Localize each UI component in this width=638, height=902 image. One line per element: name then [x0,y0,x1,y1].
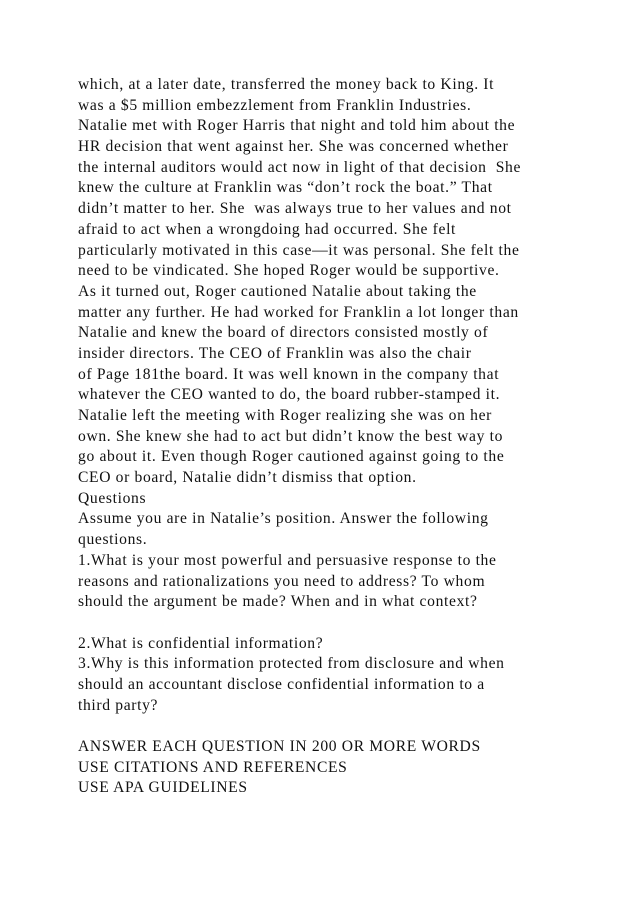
question-1-line: reasons and rationalizations you need to address? To whom [78,572,486,590]
instruction-line: ANSWER EACH QUESTION IN 200 OR MORE WORDS [78,738,481,755]
instruction-line: USE CITATIONS AND REFERENCES [78,758,348,776]
body-line: HR decision that went against her. She was concerned whether [78,138,509,156]
blank-line [78,716,623,737]
body-line: of Page 181the board. It was well known in the company that [78,365,500,383]
body-line: didn’t matter to her. She was always true to her values and not [78,200,512,218]
instruction-line: USE APA GUIDELINES [78,779,248,797]
body-line: which, at a later date, transferred the money back to King. It [78,76,495,93]
body-line: the internal auditors would act now in light of that decision She [78,158,522,176]
body-line: afraid to act when a wrongdoing had occurred. She felt [78,220,457,238]
questions-heading: Questions [78,489,147,507]
body-line: matter any further. He had worked for Franklin a lot longer than [78,303,519,321]
question-1-line: 1.What is your most powerful and persuasive response to the [78,551,497,569]
body-line: Assume you are in Natalie’s position. Answer the following [78,510,489,528]
body-line: CEO or board, Natalie didn’t dismiss that option. [78,469,417,487]
question-2-line: 2.What is confidential information? [78,634,324,652]
body-line: Natalie left the meeting with Roger realizing she was on her [78,407,492,424]
body-line: Natalie and knew the board of directors consisted mostly of [78,324,489,342]
body-line: was a $5 million embezzlement from Franklin Industries. [78,96,472,114]
body-line: Natalie met with Roger Harris that night and told him about the [78,117,516,135]
body-line: go about it. Even though Roger cautioned against going to the [78,448,505,466]
body-line: own. She knew she had to act but didn’t know the best way to [78,427,504,445]
question-3-line: third party? [78,696,159,714]
body-line: As it turned out, Roger cautioned Natalie about taking the [78,282,477,300]
body-line: knew the culture at Franklin was “don’t rock the boat.” That [78,179,493,197]
question-3-line: should an accountant disclose confidential information to a [78,675,485,693]
document-body [78,75,623,799]
blank-line [78,613,623,634]
body-line: insider directors. The CEO of Franklin was also the chair [78,344,472,362]
body-line: need to be vindicated. She hoped Roger would be supportive. [78,262,500,280]
body-line: whatever the CEO wanted to do, the board rubber-stamped it. [78,386,501,404]
body-line: questions. [78,531,148,549]
body-line: particularly motivated in this case—it was personal. She felt the [78,241,520,259]
question-3-line: 3.Why is this information protected from disclosure and when [78,655,505,673]
question-1-line: should the argument be made? When and in what context? [78,593,478,611]
